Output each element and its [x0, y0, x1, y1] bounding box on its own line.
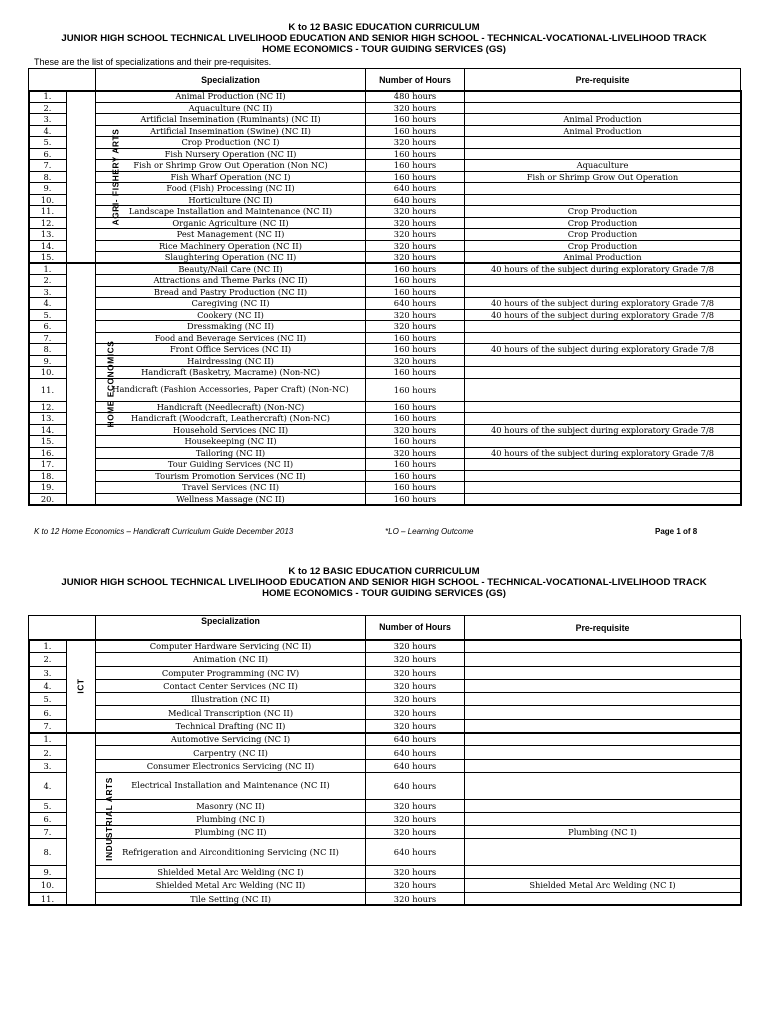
hours-cell: 480 hours	[366, 91, 465, 103]
row-number: 17.	[29, 459, 67, 471]
hours-cell: 320 hours	[366, 679, 465, 692]
specialization-cell: Pest Management (NC II)	[96, 229, 366, 241]
prereq-cell	[465, 401, 741, 413]
prereq-cell	[465, 194, 741, 206]
row-number: 6.	[29, 148, 67, 160]
table-row	[29, 470, 741, 482]
prereq-cell: Animal Production	[465, 252, 741, 264]
hours-cell: 320 hours	[366, 447, 465, 459]
row-number: 7.	[29, 160, 67, 172]
row-number: 13.	[29, 413, 67, 425]
specialization-cell: Handicraft (Fashion Accessories, Paper Craft) (Non-NC)	[96, 378, 366, 401]
table-row	[29, 332, 741, 344]
table-row	[29, 719, 741, 732]
prereq-cell	[465, 666, 741, 679]
group-label: AGRI- FISHERY ARTS	[110, 128, 121, 226]
col-header-specialization: Specialization	[96, 616, 366, 640]
table-row	[29, 733, 741, 746]
specialization-cell: Tile Setting (NC II)	[96, 892, 366, 905]
specialization-cell: Horticulture (NC II)	[96, 194, 366, 206]
table-row	[29, 206, 741, 218]
row-number: 7.	[29, 332, 67, 344]
table-row	[29, 183, 741, 195]
hours-cell: 320 hours	[366, 102, 465, 114]
hours-cell: 320 hours	[366, 309, 465, 321]
prereq-cell: Animal Production	[465, 125, 741, 137]
prereq-cell: 40 hours of the subject during exploratory Grade 7/8	[465, 424, 741, 436]
hours-cell: 160 hours	[366, 413, 465, 425]
row-number: 20.	[29, 493, 67, 505]
header-blank	[29, 69, 96, 91]
prereq-cell: Crop Production	[465, 206, 741, 218]
row-number: 5.	[29, 309, 67, 321]
specialization-cell: Fish Wharf Operation (NC I)	[96, 171, 366, 183]
table-row	[29, 194, 741, 206]
header-line-2: JUNIOR HIGH SCHOOL TECHNICAL LIVELIHOOD EDUCATION AND SENIOR HIGH SCHOOL - TECHNICAL-VOCATIONAL-LIVELIHOOD TRACK	[61, 577, 707, 588]
header-line-3: HOME ECONOMICS - TOUR GUIDING SERVICES (GS)	[262, 588, 506, 599]
hours-cell: 320 hours	[366, 137, 465, 149]
table-row	[29, 482, 741, 494]
page-header-2	[0, 566, 768, 599]
specialization-cell: Food and Beverage Services (NC II)	[96, 332, 366, 344]
prereq-cell	[465, 693, 741, 706]
prereq-cell: 40 hours of the subject during exploratory Grade 7/8	[465, 344, 741, 356]
prereq-cell	[465, 137, 741, 149]
hours-cell: 160 hours	[366, 263, 465, 275]
hours-cell: 160 hours	[366, 160, 465, 172]
hours-cell: 320 hours	[366, 424, 465, 436]
table-row	[29, 160, 741, 172]
hours-cell: 160 hours	[366, 482, 465, 494]
header-line-1: K to 12 BASIC EDUCATION CURRICULUM	[288, 566, 480, 577]
prereq-cell	[465, 355, 741, 367]
row-number: 5.	[29, 693, 67, 706]
prereq-cell	[465, 286, 741, 298]
table-row	[29, 892, 741, 905]
specialization-cell: Attractions and Theme Parks (NC II)	[96, 275, 366, 287]
hours-cell: 320 hours	[366, 206, 465, 218]
table-row	[29, 424, 741, 436]
prereq-cell	[465, 812, 741, 825]
hours-cell: 320 hours	[366, 812, 465, 825]
hours-cell: 160 hours	[366, 459, 465, 471]
hours-cell: 320 hours	[366, 217, 465, 229]
row-number: 14.	[29, 424, 67, 436]
header-line-2: JUNIOR HIGH SCHOOL TECHNICAL LIVELIHOOD EDUCATION AND SENIOR HIGH SCHOOL - TECHNICAL-VOCATIONAL-LIVELIHOOD TRACK	[61, 33, 707, 44]
row-number: 16.	[29, 447, 67, 459]
hours-cell: 640 hours	[366, 194, 465, 206]
hours-cell: 160 hours	[366, 332, 465, 344]
specialization-cell: Artificial Insemination (Ruminants) (NC II)	[96, 114, 366, 126]
row-number: 4.	[29, 125, 67, 137]
prereq-cell	[465, 148, 741, 160]
hours-cell: 160 hours	[366, 378, 465, 401]
specialization-cell: Dressmaking (NC II)	[96, 321, 366, 333]
row-number: 9.	[29, 355, 67, 367]
specialization-cell: Handicraft (Woodcraft, Leathercraft) (Non-NC)	[96, 413, 366, 425]
row-number: 11.	[29, 892, 67, 905]
prereq-cell: Shielded Metal Arc Welding (NC I)	[465, 879, 741, 892]
hours-cell: 320 hours	[366, 229, 465, 241]
page-header	[0, 22, 768, 55]
footer-left: K to 12 Home Economics – Handicraft Curriculum Guide December 2013	[34, 527, 294, 536]
hours-cell: 160 hours	[366, 148, 465, 160]
prereq-cell: 40 hours of the subject during exploratory Grade 7/8	[465, 298, 741, 310]
table-row	[29, 706, 741, 719]
specialization-cell: Consumer Electronics Servicing (NC II)	[96, 759, 366, 772]
hours-cell: 640 hours	[366, 759, 465, 772]
prereq-cell	[465, 746, 741, 759]
specialization-cell: Caregiving (NC II)	[96, 298, 366, 310]
row-number: 1.	[29, 91, 67, 103]
hours-cell: 160 hours	[366, 114, 465, 126]
hours-cell: 640 hours	[366, 298, 465, 310]
specialization-cell: Computer Hardware Servicing (NC II)	[96, 640, 366, 653]
specialization-cell: Tourism Promotion Services (NC II)	[96, 470, 366, 482]
hours-cell: 320 hours	[366, 240, 465, 252]
specialization-cell: Aquaculture (NC II)	[96, 102, 366, 114]
group-label-cell	[67, 640, 96, 733]
table-row	[29, 799, 741, 812]
row-number: 2.	[29, 102, 67, 114]
specialization-cell: Fish or Shrimp Grow Out Operation (Non NC)	[96, 160, 366, 172]
hours-cell: 160 hours	[366, 436, 465, 448]
prereq-cell	[465, 799, 741, 812]
row-number: 1.	[29, 640, 67, 653]
specialization-cell: Crop Production (NC I)	[96, 137, 366, 149]
row-number: 12.	[29, 401, 67, 413]
table-row	[29, 666, 741, 679]
row-number: 3.	[29, 114, 67, 126]
table-row	[29, 298, 741, 310]
hours-cell: 320 hours	[366, 693, 465, 706]
specialization-cell: Carpentry (NC II)	[96, 746, 366, 759]
row-number: 1.	[29, 733, 67, 746]
hours-cell: 320 hours	[366, 879, 465, 892]
prereq-cell: Fish or Shrimp Grow Out Operation	[465, 171, 741, 183]
specialization-cell: Shielded Metal Arc Welding (NC II)	[96, 879, 366, 892]
group-label: INDUSTRIAL ARTS	[103, 777, 114, 861]
row-number: 7.	[29, 826, 67, 839]
table-row	[29, 413, 741, 425]
specialization-cell: Refrigeration and Airconditioning Servicing (NC II)	[96, 839, 366, 866]
prereq-cell: 40 hours of the subject during exploratory Grade 7/8	[465, 447, 741, 459]
hours-cell: 640 hours	[366, 746, 465, 759]
prereq-cell: Aquaculture	[465, 160, 741, 172]
row-number: 11.	[29, 378, 67, 401]
row-number: 4.	[29, 772, 67, 799]
row-number: 10.	[29, 367, 67, 379]
table-row	[29, 839, 741, 866]
row-number: 7.	[29, 719, 67, 732]
row-number: 11.	[29, 206, 67, 218]
specialization-cell: Food (Fish) Processing (NC II)	[96, 183, 366, 195]
group-label-cell	[67, 733, 114, 906]
specializations-table-2	[28, 615, 741, 906]
specialization-cell: Rice Machinery Operation (NC II)	[96, 240, 366, 252]
hours-cell: 640 hours	[366, 839, 465, 866]
specialization-cell: Fish Nursery Operation (NC II)	[96, 148, 366, 160]
hours-cell: 320 hours	[366, 719, 465, 732]
table-row	[29, 447, 741, 459]
row-number: 6.	[29, 321, 67, 333]
row-number: 2.	[29, 653, 67, 666]
hours-cell: 320 hours	[366, 706, 465, 719]
row-number: 19.	[29, 482, 67, 494]
table-row	[29, 286, 741, 298]
specialization-cell: Wellness Massage (NC II)	[96, 493, 366, 505]
table-row	[29, 321, 741, 333]
specialization-cell: Beauty/Nail Care (NC II)	[96, 263, 366, 275]
group-label-cell	[67, 91, 121, 264]
row-number: 5.	[29, 137, 67, 149]
row-number: 10.	[29, 194, 67, 206]
table-row	[29, 137, 741, 149]
prereq-cell	[465, 772, 741, 799]
row-number: 1.	[29, 263, 67, 275]
prereq-cell	[465, 640, 741, 653]
group-ict	[29, 640, 741, 733]
prereq-cell	[465, 470, 741, 482]
group-agri-fishery-arts	[29, 91, 741, 264]
specialization-cell: Electrical Installation and Maintenance (NC II)	[96, 772, 366, 799]
specialization-cell: Contact Center Services (NC II)	[96, 679, 366, 692]
prereq-cell	[465, 493, 741, 505]
table-row	[29, 436, 741, 448]
row-number: 2.	[29, 275, 67, 287]
table-row	[29, 772, 741, 799]
table-row	[29, 114, 741, 126]
specialization-cell: Handicraft (Basketry, Macrame) (Non-NC)	[96, 367, 366, 379]
hours-cell: 160 hours	[366, 275, 465, 287]
table-row	[29, 252, 741, 264]
table-row	[29, 355, 741, 367]
specialization-cell: Slaughtering Operation (NC II)	[96, 252, 366, 264]
prereq-cell	[465, 892, 741, 905]
table-row	[29, 344, 741, 356]
hours-cell: 160 hours	[366, 125, 465, 137]
specialization-cell: Plumbing (NC II)	[96, 826, 366, 839]
specialization-cell: Housekeeping (NC II)	[96, 436, 366, 448]
table-row	[29, 378, 741, 401]
table-row	[29, 746, 741, 759]
prereq-cell: Crop Production	[465, 240, 741, 252]
hours-cell: 320 hours	[366, 355, 465, 367]
hours-cell: 160 hours	[366, 171, 465, 183]
specializations-table-1	[28, 68, 741, 505]
prereq-cell	[465, 413, 741, 425]
specialization-cell: Automotive Servicing (NC I)	[96, 733, 366, 746]
prereq-cell	[465, 367, 741, 379]
specialization-cell: Animation (NC II)	[96, 653, 366, 666]
prereq-cell	[465, 378, 741, 401]
row-number: 2.	[29, 746, 67, 759]
hours-cell: 160 hours	[366, 344, 465, 356]
prereq-cell: 40 hours of the subject during exploratory Grade 7/8	[465, 309, 741, 321]
hours-cell: 320 hours	[366, 653, 465, 666]
row-number: 13.	[29, 229, 67, 241]
table-row	[29, 759, 741, 772]
prereq-cell: Plumbing (NC I)	[465, 826, 741, 839]
row-number: 14.	[29, 240, 67, 252]
row-number: 3.	[29, 759, 67, 772]
table-row	[29, 171, 741, 183]
row-number: 9.	[29, 866, 67, 879]
prereq-cell	[465, 91, 741, 103]
table-row	[29, 653, 741, 666]
specialization-cell: Computer Programming (NC IV)	[96, 666, 366, 679]
row-number: 8.	[29, 171, 67, 183]
specialization-cell: Technical Drafting (NC II)	[96, 719, 366, 732]
hours-cell: 320 hours	[366, 321, 465, 333]
hours-cell: 160 hours	[366, 367, 465, 379]
prereq-cell	[465, 733, 741, 746]
table-row	[29, 263, 741, 275]
hours-cell: 640 hours	[366, 772, 465, 799]
footer-center: *LO – Learning Outcome	[385, 527, 474, 536]
table-row	[29, 401, 741, 413]
col-header-prereq: Pre-requisite	[465, 69, 741, 91]
table-row	[29, 866, 741, 879]
specialization-cell: Travel Services (NC II)	[96, 482, 366, 494]
table-row	[29, 240, 741, 252]
hours-cell: 320 hours	[366, 666, 465, 679]
row-number: 6.	[29, 706, 67, 719]
col-header-prereq: Pre-requisite	[465, 616, 741, 640]
header-line-3: HOME ECONOMICS - TOUR GUIDING SERVICES (GS)	[262, 44, 506, 55]
prereq-cell	[465, 706, 741, 719]
row-number: 4.	[29, 298, 67, 310]
specialization-cell: Masonry (NC II)	[96, 799, 366, 812]
table-row	[29, 91, 741, 103]
hours-cell: 320 hours	[366, 892, 465, 905]
row-number: 5.	[29, 799, 67, 812]
prereq-cell	[465, 275, 741, 287]
group-label: HOME ECONOMICS	[105, 340, 116, 428]
prereq-cell	[465, 719, 741, 732]
table-row	[29, 309, 741, 321]
prereq-cell	[465, 482, 741, 494]
prereq-cell: Crop Production	[465, 229, 741, 241]
header-blank	[29, 616, 96, 640]
prereq-cell	[465, 436, 741, 448]
specialization-cell: Handicraft (Needlecraft) (Non-NC)	[96, 401, 366, 413]
hours-cell: 320 hours	[366, 799, 465, 812]
hours-cell: 320 hours	[366, 252, 465, 264]
hours-cell: 640 hours	[366, 183, 465, 195]
specialization-cell: Medical Transcription (NC II)	[96, 706, 366, 719]
prereq-cell: Animal Production	[465, 114, 741, 126]
table-row	[29, 102, 741, 114]
table-row	[29, 275, 741, 287]
row-number: 9.	[29, 183, 67, 195]
header-line-1: K to 12 BASIC EDUCATION CURRICULUM	[288, 22, 480, 33]
prereq-cell	[465, 102, 741, 114]
specialization-cell: Landscape Installation and Maintenance (NC II)	[96, 206, 366, 218]
row-number: 8.	[29, 344, 67, 356]
table-row	[29, 826, 741, 839]
row-number: 6.	[29, 812, 67, 825]
specialization-cell: Tour Guiding Services (NC II)	[96, 459, 366, 471]
table-row	[29, 640, 741, 653]
row-number: 15.	[29, 252, 67, 264]
row-number: 18.	[29, 470, 67, 482]
row-number: 10.	[29, 879, 67, 892]
specialization-cell: Plumbing (NC I)	[96, 812, 366, 825]
table-row	[29, 812, 741, 825]
prereq-cell	[465, 183, 741, 195]
table-row	[29, 367, 741, 379]
prereq-cell	[465, 653, 741, 666]
hours-cell: 160 hours	[366, 286, 465, 298]
specialization-cell: Artificial Insemination (Swine) (NC II)	[96, 125, 366, 137]
prereq-cell	[465, 759, 741, 772]
group-home-economics	[29, 263, 741, 505]
specialization-cell: Illustration (NC II)	[96, 693, 366, 706]
group-label-cell	[67, 263, 116, 505]
table-row	[29, 879, 741, 892]
intro-text: These are the list of specializations and their pre-requisites.	[34, 57, 272, 67]
hours-cell: 320 hours	[366, 866, 465, 879]
hours-cell: 160 hours	[366, 493, 465, 505]
table-row	[29, 229, 741, 241]
col-header-specialization: Specialization	[96, 69, 366, 91]
col-header-hours: Number of Hours	[366, 616, 465, 640]
prereq-cell	[465, 679, 741, 692]
specialization-cell: Front Office Services (NC II)	[96, 344, 366, 356]
specialization-cell: Animal Production (NC II)	[96, 91, 366, 103]
row-number: 3.	[29, 286, 67, 298]
row-number: 12.	[29, 217, 67, 229]
group-industrial-arts	[29, 733, 741, 906]
table-row	[29, 459, 741, 471]
prereq-cell	[465, 321, 741, 333]
col-header-hours: Number of Hours	[366, 69, 465, 91]
specialization-cell: Hairdressing (NC II)	[96, 355, 366, 367]
prereq-cell	[465, 332, 741, 344]
table-row	[29, 693, 741, 706]
hours-cell: 160 hours	[366, 401, 465, 413]
row-number: 4.	[29, 679, 67, 692]
specialization-cell: Shielded Metal Arc Welding (NC I)	[96, 866, 366, 879]
footer-page-number: Page 1 of 8	[655, 527, 698, 536]
table-row	[29, 148, 741, 160]
row-number: 15.	[29, 436, 67, 448]
prereq-cell: 40 hours of the subject during exploratory Grade 7/8	[465, 263, 741, 275]
hours-cell: 320 hours	[366, 826, 465, 839]
hours-cell: 320 hours	[366, 640, 465, 653]
specialization-cell: Bread and Pastry Production (NC II)	[96, 286, 366, 298]
row-number: 3.	[29, 666, 67, 679]
group-label: ICT	[75, 678, 86, 694]
table-row	[29, 125, 741, 137]
prereq-cell	[465, 839, 741, 866]
hours-cell: 160 hours	[366, 470, 465, 482]
table-row	[29, 493, 741, 505]
specialization-cell: Tailoring (NC II)	[96, 447, 366, 459]
specialization-cell: Organic Agriculture (NC II)	[96, 217, 366, 229]
row-number: 8.	[29, 839, 67, 866]
hours-cell: 640 hours	[366, 733, 465, 746]
table-row	[29, 679, 741, 692]
prereq-cell	[465, 866, 741, 879]
prereq-cell: Crop Production	[465, 217, 741, 229]
specialization-cell: Cookery (NC II)	[96, 309, 366, 321]
table-row	[29, 217, 741, 229]
specialization-cell: Household Services (NC II)	[96, 424, 366, 436]
prereq-cell	[465, 459, 741, 471]
